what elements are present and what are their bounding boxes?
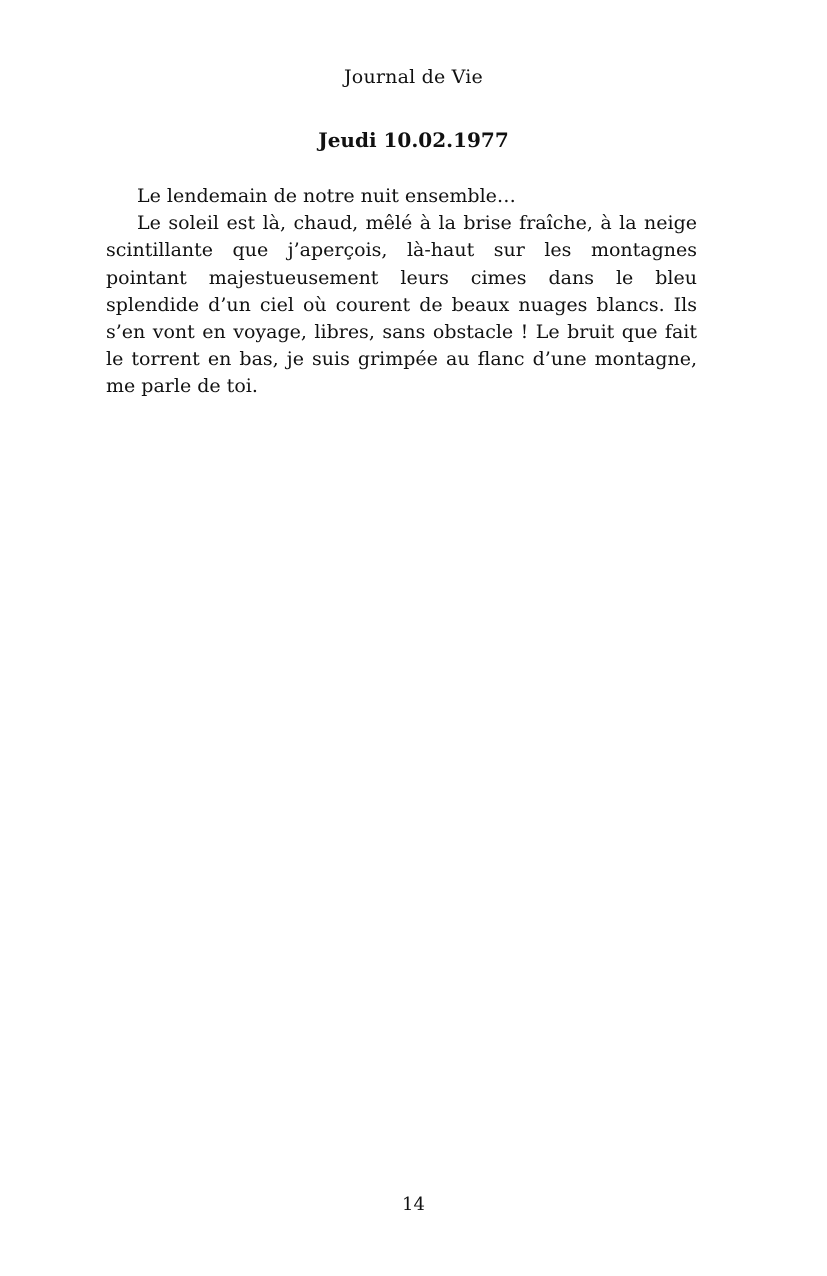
page-number: 14 xyxy=(402,1194,425,1215)
paragraph: Le soleil est là, chaud, mêlé à la brise fraîche, à la neige scintillante que j’aperçois, là-haut sur les montagnes pointant majestueusement leurs cimes dans le bleu splendide d’un ciel où courent de beaux nuages blancs. Ils s’en vont en voyage, libres, sans obstacle ! Le bruit que fait le torrent en bas, je suis grimpée au flanc d’une montagne, me parle de toi. xyxy=(106,212,697,398)
entry-body xyxy=(106,183,697,401)
paragraph: Le lendemain de notre nuit ensemble… xyxy=(137,185,516,207)
entry-title: Jeudi 10.02.1977 xyxy=(318,128,509,152)
running-header: Journal de Vie xyxy=(343,66,483,88)
